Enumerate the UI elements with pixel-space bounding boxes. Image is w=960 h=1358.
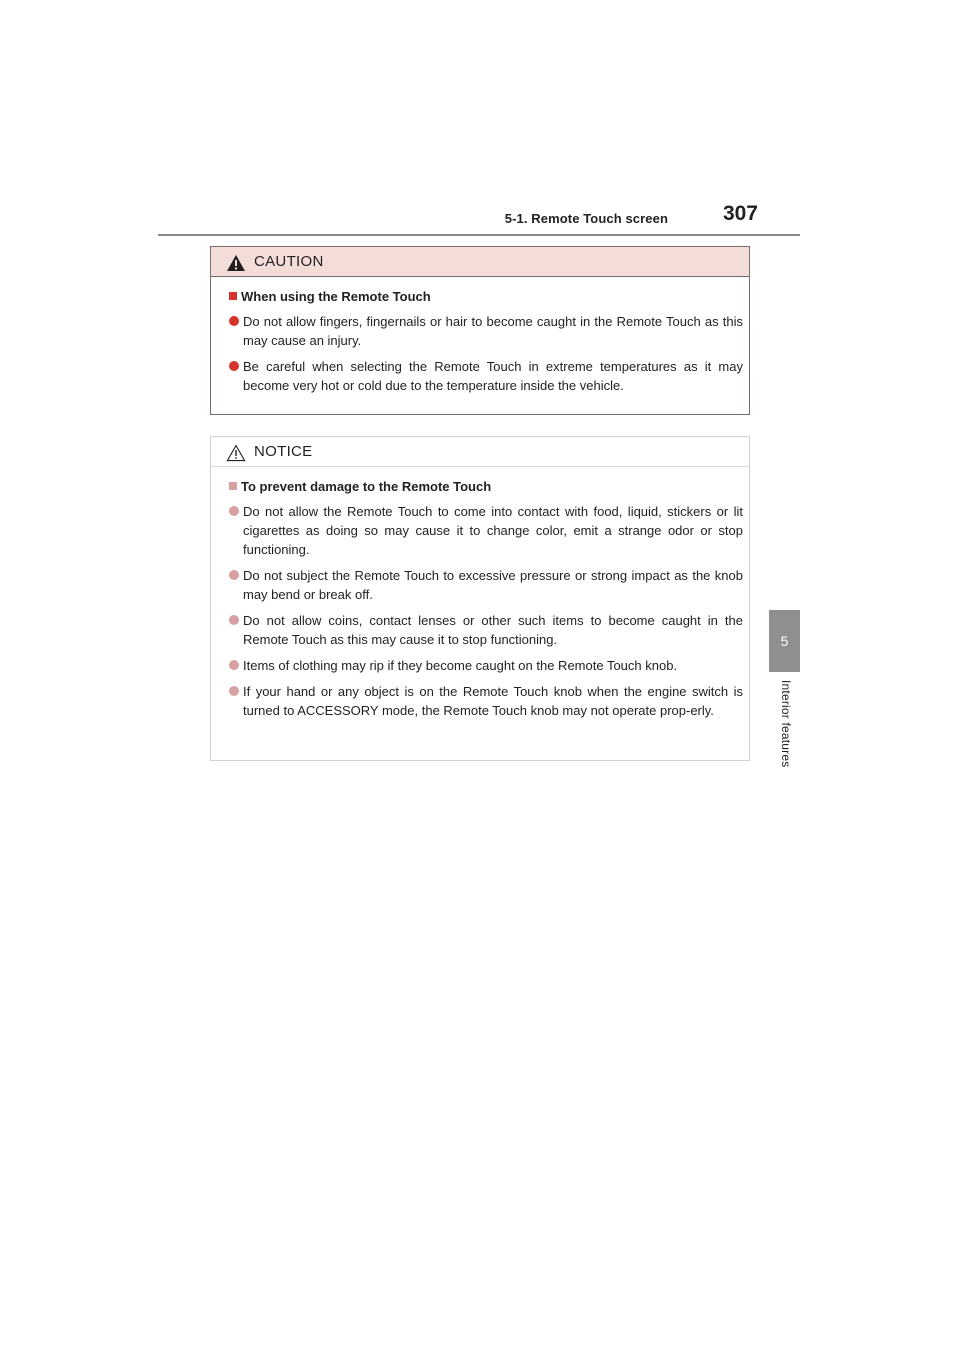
- list-item-text: Items of clothing may rip if they become caught on the Remote Touch knob.: [243, 658, 678, 673]
- bullet-dot-icon: [229, 506, 239, 516]
- list-item-text: If your hand or any object is on the Remote Touch knob when the engine switch is turned to ACCESSORY mode, the Remote Touch knob may not operate prop-erly.: [243, 684, 743, 718]
- caution-header: [211, 247, 749, 277]
- bullet-dot-icon: [229, 316, 239, 326]
- list-item: [229, 611, 743, 649]
- list-item: [229, 566, 743, 604]
- bullet-dot-icon: [229, 570, 239, 580]
- warning-triangle-icon: [226, 254, 246, 272]
- caution-box: [210, 246, 750, 415]
- caution-subheading: [229, 289, 743, 304]
- caution-title: CAUTION: [254, 253, 324, 270]
- list-item-text: Do not allow the Remote Touch to come into contact with food, liquid, stickers or lit cigarettes as doing so may cause it to change color, emit a strange odor or stop functioning.: [243, 504, 743, 557]
- section-title: 5-1. Remote Touch screen: [504, 211, 668, 226]
- caution-subheading-text: When using the Remote Touch: [241, 289, 431, 304]
- bullet-dot-icon: [229, 361, 239, 371]
- square-bullet-icon: [229, 482, 237, 490]
- page-number: 307: [722, 202, 758, 225]
- notice-header: [211, 437, 749, 467]
- list-item: [229, 502, 743, 559]
- bullet-dot-icon: [229, 686, 239, 696]
- chapter-label: Interior features: [779, 680, 793, 768]
- caution-body: [211, 277, 749, 395]
- square-bullet-icon: [229, 292, 237, 300]
- bullet-dot-icon: [229, 615, 239, 625]
- notice-subheading-text: To prevent damage to the Remote Touch: [241, 479, 492, 494]
- notice-box: [210, 436, 750, 761]
- notice-subheading: [229, 479, 743, 494]
- list-item-text: Be careful when selecting the Remote Touch in extreme temperatures as it may become very hot or cold due to the temperature inside the vehicle.: [243, 359, 743, 393]
- list-item-text: Do not subject the Remote Touch to excessive pressure or strong impact as the knob may bend or break off.: [243, 568, 743, 602]
- list-item: [229, 357, 743, 395]
- list-item-text: Do not allow coins, contact lenses or other such items to become caught in the Remote Touch as this may cause it to stop functioning.: [243, 613, 743, 647]
- chapter-tab: [769, 610, 800, 672]
- list-item: [229, 312, 743, 350]
- list-item: [229, 656, 743, 675]
- list-item-text: Do not allow fingers, fingernails or hair to become caught in the Remote Touch as this may cause an injury.: [243, 314, 743, 348]
- page-header: [158, 200, 800, 236]
- bullet-dot-icon: [229, 660, 239, 670]
- list-item: [229, 682, 743, 720]
- warning-triangle-outline-icon: [226, 444, 246, 462]
- chapter-number: 5: [780, 633, 789, 649]
- notice-body: [211, 467, 749, 720]
- notice-title: NOTICE: [254, 443, 313, 460]
